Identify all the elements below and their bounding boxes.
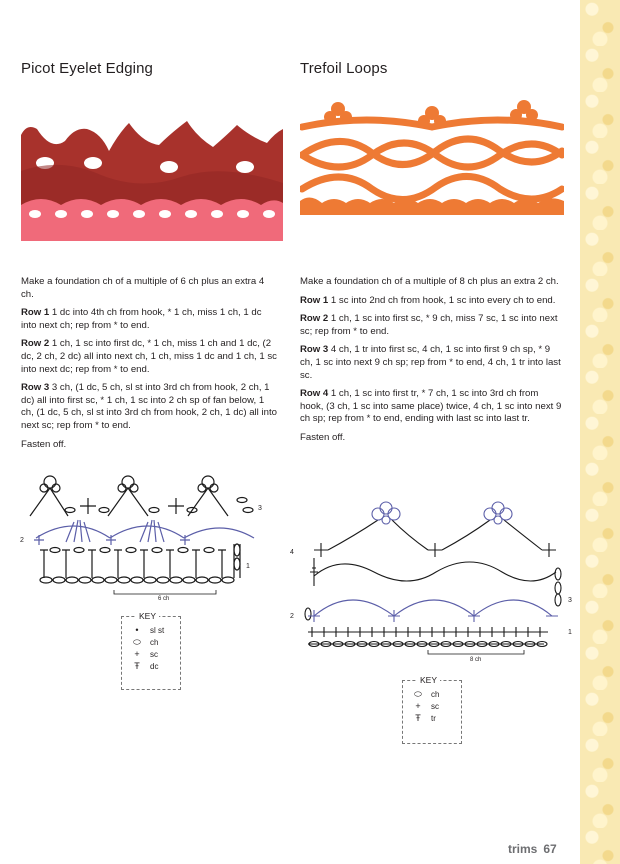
- row-label-3: 3: [568, 597, 572, 604]
- row-label-1: 1: [568, 629, 572, 636]
- oval-icon: ⬭: [133, 637, 141, 647]
- foundation-text: Make a foundation ch of a multiple of 8 ch plus an extra 2 ch.: [300, 276, 559, 287]
- row-1-instruction: Row 1 1 sc into 2nd ch from hook, 1 sc into every ch to end.: [300, 294, 556, 306]
- treble-crochet-icon: Ŧ: [415, 713, 421, 723]
- key-item-sc: + sc: [411, 701, 439, 712]
- row-3-instruction: Row 3 3 ch, (1 dc, 5 ch, sl st into 3rd ch from hook, 2 ch, 1 dc) all into first sc, * 1 ch, 1 sc into 2 ch sp of fan below, 1 ch, (1 dc, 5 ch, sl st into 3rd ch from hook, 2 ch, 1 dc) all into next sc; rep from * to end.: [21, 382, 277, 431]
- foundation-text: Make a foundation ch of a multiple of 6 ch plus an extra 4 ch.: [21, 276, 265, 300]
- page-footer: [508, 842, 557, 856]
- row-label-2: 2: [290, 613, 294, 620]
- key-item-tr: Ŧ tr: [411, 713, 436, 724]
- plus-icon: +: [134, 649, 140, 659]
- key-item-sc: + sc: [130, 649, 158, 660]
- picot-eyelet-instructions: [21, 276, 279, 457]
- section-name: trims: [508, 842, 538, 856]
- trefoil-loops-title: Trefoil Loops: [300, 60, 388, 77]
- row-4-instruction: Row 4 1 ch, 1 sc into first tr, * 7 ch, 1 sc into 3rd ch from hook, (3 ch, 1 sc into same place) twice, 4 ch, 1 sc into next 9 ch sp; rep from * to end, ending with last sc into last tr.: [300, 388, 562, 425]
- fasten-off-text: Fasten off.: [21, 438, 67, 450]
- key-title: KEY: [136, 611, 159, 622]
- row-label-2: 2: [20, 537, 24, 544]
- picot-eyelet-swatch-photo: [21, 93, 283, 243]
- picot-eyelet-stitch-diagram: [14, 470, 270, 602]
- row-label-3: 3: [258, 505, 262, 512]
- row-label-1: 1: [246, 563, 250, 570]
- picot-eyelet-key: [121, 611, 181, 690]
- trefoil-loops-instructions: [300, 276, 562, 451]
- repeat-label: 6 ch: [158, 596, 170, 602]
- row-2-instruction: Row 2 1 ch, 1 sc into first sc, * 9 ch, miss 7 sc, 1 sc into next sc; rep from * to end.: [300, 313, 558, 337]
- page-number: 67: [543, 842, 557, 856]
- trefoil-loops-stitch-diagram: [284, 496, 576, 662]
- trefoil-loops-key: [402, 675, 462, 744]
- row-2-instruction: Row 2 1 ch, 1 sc into first dc, * 1 ch, miss 1 ch and 1 dc, (2 dc, 2 ch, 2 dc) all into next ch, 1 ch, miss 1 dc and 1 ch, 1 sc into next dc; rep from * to end.: [21, 338, 277, 375]
- plus-icon: +: [415, 701, 421, 711]
- key-item-sl-st: • sl st: [130, 625, 164, 636]
- dot-icon: •: [135, 625, 139, 635]
- key-item-ch: ⬭ ch: [130, 637, 158, 648]
- trefoil-loops-swatch-photo: [300, 93, 564, 243]
- oval-icon: ⬭: [414, 689, 422, 699]
- row-1-instruction: Row 1 1 dc into 4th ch from hook, * 1 ch, miss 1 ch, 1 dc into next ch; rep from * to end.: [21, 307, 262, 331]
- key-item-ch: ⬭ ch: [411, 689, 439, 700]
- row-label-4: 4: [290, 549, 294, 556]
- fasten-off-text: Fasten off.: [300, 431, 346, 443]
- floral-border-strip: [580, 0, 620, 864]
- row-3-instruction: Row 3 4 ch, 1 tr into first sc, 4 ch, 1 sc into first 9 ch sp, * 9 ch, 1 sc into next 9 ch sp; rep from * to end, 4 ch, 1 tr into last sc.: [300, 344, 561, 381]
- key-title: KEY: [417, 675, 440, 686]
- key-item-dc: Ŧ dc: [130, 661, 158, 672]
- repeat-label: 8 ch: [470, 657, 482, 662]
- picot-eyelet-title: Picot Eyelet Edging: [21, 60, 153, 77]
- double-crochet-icon: Ŧ: [134, 661, 140, 671]
